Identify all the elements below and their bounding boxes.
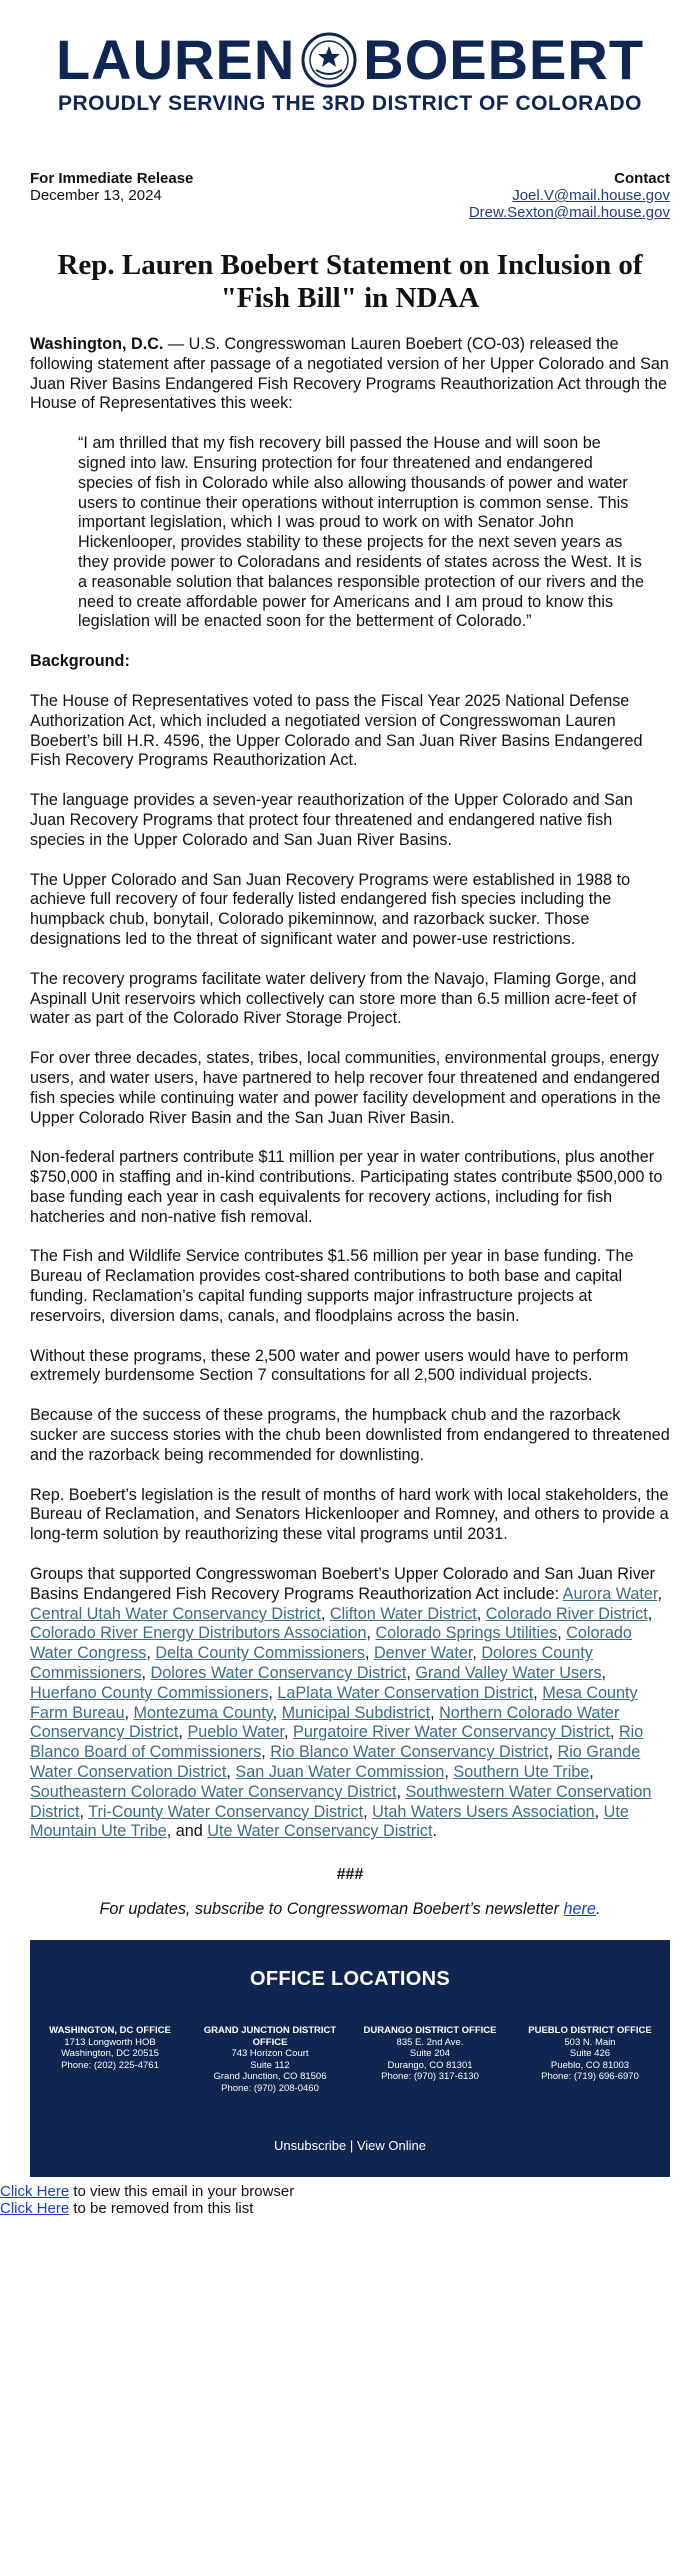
supporter-link[interactable]: Southern Ute Tribe xyxy=(453,1763,590,1782)
office-line: 1713 Longworth HOB xyxy=(64,2036,156,2048)
subscribe-text: For updates, subscribe to Congresswoman Boebert’s newsletter xyxy=(99,1900,564,1919)
release-meta xyxy=(30,170,670,221)
page-title: Rep. Lauren Boebert Statement on Inclusion of "Fish Bill" in NDAA xyxy=(57,249,643,314)
supporter-link[interactable]: Northern Colorado Water Conservancy District xyxy=(30,1703,620,1742)
supporter-link[interactable]: Pueblo Water xyxy=(187,1723,285,1742)
view-in-browser-text: to view this email in your browser xyxy=(69,2183,295,2200)
groups-intro: Groups that supported Congresswoman Boebert’s Upper Colorado and San Juan River Basins Endangered Fish Recovery Programs Reauthorization Act include: xyxy=(30,1565,656,1603)
supporter-link[interactable]: Colorado River Energy Distributors Association xyxy=(30,1624,367,1643)
name-row xyxy=(30,30,670,90)
view-online-link[interactable]: View Online xyxy=(356,2138,426,2153)
background-heading: Background: xyxy=(30,652,130,671)
supporter-link[interactable]: Huerfano County Commissioners xyxy=(30,1683,269,1702)
supporter-link[interactable]: Grand Valley Water Users xyxy=(415,1664,602,1683)
office-name: DURANGO DISTRICT OFFICE xyxy=(363,2025,497,2036)
supporter-link[interactable]: Dolores Water Conservancy District xyxy=(150,1664,407,1683)
office-line: 503 N. Main xyxy=(564,2036,616,2048)
name-first: LAUREN xyxy=(55,28,296,91)
supporter-link[interactable]: Dolores County Commissioners xyxy=(30,1644,593,1683)
supporter-link[interactable]: Delta County Commissioners xyxy=(155,1644,365,1663)
supporter-link[interactable]: Southwestern Water Conservation District xyxy=(30,1782,652,1821)
supporter-link[interactable]: Ute Mountain Ute Tribe xyxy=(30,1802,629,1841)
supporter-link[interactable]: Montezuma County xyxy=(133,1703,273,1722)
footer-links xyxy=(40,2138,660,2153)
office-name: GRAND JUNCTION DISTRICT OFFICE xyxy=(203,2025,337,2048)
body-paragraph: For over three decades, states, tribes, local communities, environmental groups, energy users, and water users, have partnered to help recover four threatened and endangered fish species while continuing water and power facility development and operations in the Upper Colorado River Basin and the San Juan River Basin. xyxy=(30,1049,661,1127)
office-line: 835 E. 2nd Ave. xyxy=(396,2036,464,2048)
office-line: Suite 112 xyxy=(250,2059,290,2071)
office-durango xyxy=(360,2025,500,2094)
supporter-link[interactable]: Municipal Subdistrict xyxy=(281,1703,431,1722)
body-paragraph: The language provides a seven-year reauthorization of the Upper Colorado and San Juan Recovery Programs that protect four threatened and endangered native fish species in the Upper Colorado and San Juan River Basins. xyxy=(30,791,633,849)
supporter-link[interactable]: Ute Water Conservancy District xyxy=(207,1822,433,1841)
supporter-link[interactable]: San Juan Water Commission xyxy=(235,1763,445,1782)
office-phone: Phone: (970) 208-0460 xyxy=(221,2082,319,2094)
supporter-link[interactable]: Denver Water xyxy=(373,1644,473,1663)
office-phone: Phone: (719) 696-6970 xyxy=(541,2071,639,2082)
body-paragraph: Non-federal partners contribute $11 million per year in water contributions, plus another $750,000 in staffing and in-kind contributions. Participating states contribute $500,000 to base funding each year in cash equivalents for recovery actions, including for fish hatcheries and non-native fish removal. xyxy=(30,1148,663,1226)
release-date: December 13, 2024 xyxy=(30,187,162,204)
supporter-link[interactable]: Rio Blanco Water Conservancy District xyxy=(270,1743,549,1762)
supporter-link[interactable]: Colorado River District xyxy=(485,1604,648,1623)
office-phone: Phone: (202) 225-4761 xyxy=(61,2059,159,2071)
unsubscribe-link[interactable]: Unsubscribe xyxy=(273,2138,347,2153)
supporter-link[interactable]: Clifton Water District xyxy=(329,1604,477,1623)
body-paragraph: The recovery programs facilitate water delivery from the Navajo, Flaming Gorge, and Aspinall Unit reservoirs which collectively can store more than 6.5 million acre-feet of water as part of the Colorado River Storage Project. xyxy=(30,969,637,1028)
intro-text: — U.S. Congresswoman Lauren Boebert (CO-03) released the following statement after passage of a negotiated version of her Upper Colorado and San Juan River Basins Endangered Fish Recovery Programs Reauthorization Act through the House of Representatives this week: xyxy=(30,335,669,413)
supporter-link[interactable]: Southeastern Colorado Water Conservancy District xyxy=(30,1782,397,1801)
remove-from-list-text: to be removed from this list xyxy=(69,2200,254,2217)
congress-seal-icon xyxy=(301,32,357,88)
supporting-groups-paragraph: Groups that supported Congresswoman Boebert’s Upper Colorado and San Juan River Basins Endangered Fish Recovery Programs Reauthorization Act include: Aurora Water, Central Utah Water Conservancy District, Clifton Water District, Colorado River District, Colorado River Energy Distributors Association, Colorado Springs Utilities, Colorado Water Congress, Delta County Commissioners, Denver Water, Dolores County Commissioners, Dolores Water Conservancy District, Grand Valley Water Users, Huerfano County Commissioners, LaPlata Water Conservation District, Mesa County Farm Bureau, Montezuma County, Municipal Subdistrict, Northern Colorado Water Conservancy District, Pueblo Water, Purgatoire River Water Conservancy District, Rio Blanco Board of Commissioners, Rio Blanco Water Conservancy District, Rio Grande Water Conservation District, San Juan Water Commission, Southern Ute Tribe, Southeastern Colorado Water Conservancy District, Southwestern Water Conservation District, Tri-County Water Conservancy District, Utah Waters Users Association, Ute Mountain Ute Tribe, and Ute Water Conservancy District. xyxy=(30,1565,662,1841)
release-label: For Immediate Release xyxy=(30,170,194,187)
footer-separator: | xyxy=(346,2138,357,2153)
office-line: Pueblo, CO 81003 xyxy=(550,2059,630,2071)
office-phone: Phone: (970) 317-6130 xyxy=(381,2071,479,2082)
supporter-link[interactable]: Purgatoire River Water Conservancy District xyxy=(293,1723,610,1742)
body-paragraph: Rep. Boebert’s legislation is the result of months of hard work with local stakeholders, the Bureau of Reclamation, and Senators Hickenlooper and Romney, and others to provide a long-term solution by reauthorizing these vital programs until 2031. xyxy=(30,1485,669,1544)
office-line: 743 Horizon Court xyxy=(231,2048,309,2059)
office-line: Suite 426 xyxy=(569,2048,611,2059)
contact-email-1[interactable]: Joel.V@mail.house.gov xyxy=(512,187,670,204)
office-line: Grand Junction, CO 81506 xyxy=(213,2071,327,2082)
body-paragraph: The Upper Colorado and San Juan Recovery Programs were established in 1988 to achieve full recovery of four federally listed endangered fish species including the humpback chub, bonytail, Colorado pikeminnow, and razorback sucker. Those designations led to the threat of significant water and power-use restrictions. xyxy=(30,870,631,948)
name-last: BOEBERT xyxy=(363,28,645,91)
body-paragraph: Because of the success of these programs, the humpback chub and the razorback sucker are success stories with the chub been downlisted from endangered to threatened and the razorback being recommended for downlisting. xyxy=(30,1406,670,1464)
contact-email-2[interactable]: Drew.Sexton@mail.house.gov xyxy=(468,204,670,221)
subscribe-end: . xyxy=(595,1900,601,1919)
supporter-link[interactable]: Tri-County Water Conservancy District xyxy=(88,1802,364,1821)
office-locations-title: OFFICE LOCATIONS xyxy=(250,1968,450,1990)
office-line: Durango, CO 81301 xyxy=(387,2059,473,2071)
supporter-link[interactable]: Central Utah Water Conservancy District xyxy=(30,1604,321,1623)
subscribe-line xyxy=(30,1900,670,1920)
office-name: PUEBLO DISTRICT OFFICE xyxy=(528,2025,652,2036)
office-line: Suite 204 xyxy=(409,2048,451,2059)
office-list xyxy=(40,2025,660,2094)
office-washington xyxy=(40,2025,180,2094)
body-paragraph: The House of Representatives voted to pass the Fiscal Year 2025 National Defense Authorization Act, which included a negotiated version of Congresswoman Lauren Boebert’s bill H.R. 4596, the Upper Colorado and San Juan River Basins Endangered Fish Recovery Programs Reauthorization Act. xyxy=(30,691,643,770)
office-line: Washington, DC 20515 xyxy=(61,2048,159,2059)
office-pueblo xyxy=(520,2025,660,2094)
dateline: Washington, D.C. xyxy=(30,335,164,353)
body-paragraph: The Fish and Wildlife Service contributes $1.56 million per year in base funding. The Bureau of Reclamation provides cost-shared contributions to both base and capital funding. Reclamation’s capital funding supports major infrastructure projects at reservoirs, diversion dams, canals, and floodplains across the basin. xyxy=(30,1247,634,1325)
footer xyxy=(30,1940,670,2177)
body-paragraph: Without these programs, these 2,500 water and power users would have to perform extremely burdensome Section 7 consultations for all 2,500 individual projects. xyxy=(30,1346,629,1385)
supporter-link[interactable]: LaPlata Water Conservation District xyxy=(277,1683,534,1702)
supporter-link[interactable]: Utah Waters Users Association xyxy=(372,1802,595,1821)
supporter-link[interactable]: Aurora Water xyxy=(562,1584,658,1603)
supporter-link[interactable]: Colorado Water Congress xyxy=(30,1624,632,1663)
office-name: WASHINGTON, DC OFFICE xyxy=(49,2025,171,2036)
statement-quote: “I am thrilled that my fish recovery bill passed the House and will soon be signed into law. Ensuring protection for four threatened and endangered species of fish in Colorado while also allowing thousands of power and water users to continue their operations without interruption is common sense. This important legislation, which I was proud to work on with Senator John Hickenlooper, provides stability to these projects for the next seven years as they provide power to Coloradans and residents of states across the West. It is a reasonable solution that balances responsible protection of our rivers and the need to create affordable power for Americans and I am proud to know this legislation will be enacted soon for the betterment of Colorado.” xyxy=(78,434,645,631)
remove-from-list-link[interactable]: Click Here xyxy=(0,2200,70,2217)
office-grand-junction xyxy=(200,2025,340,2094)
and-word: and xyxy=(175,1822,203,1841)
intro-paragraph xyxy=(30,335,670,414)
bottom-links xyxy=(0,2177,700,2217)
supporter-link[interactable]: Colorado Springs Utilities xyxy=(375,1624,558,1643)
supporter-link[interactable]: Rio Grande Water Conservation District xyxy=(30,1743,641,1782)
header-banner xyxy=(30,0,670,125)
newsletter-link[interactable]: here xyxy=(563,1900,596,1919)
end-marker: ### xyxy=(336,1866,364,1884)
tagline: PROUDLY SERVING THE 3RD DISTRICT OF COLORADO xyxy=(57,92,642,115)
supporter-link[interactable]: Mesa County Farm Bureau xyxy=(30,1683,638,1722)
view-in-browser-link[interactable]: Click Here xyxy=(0,2183,70,2200)
contact-label: Contact xyxy=(614,170,670,187)
supporter-link[interactable]: Rio Blanco Board of Commissioners xyxy=(30,1723,644,1762)
